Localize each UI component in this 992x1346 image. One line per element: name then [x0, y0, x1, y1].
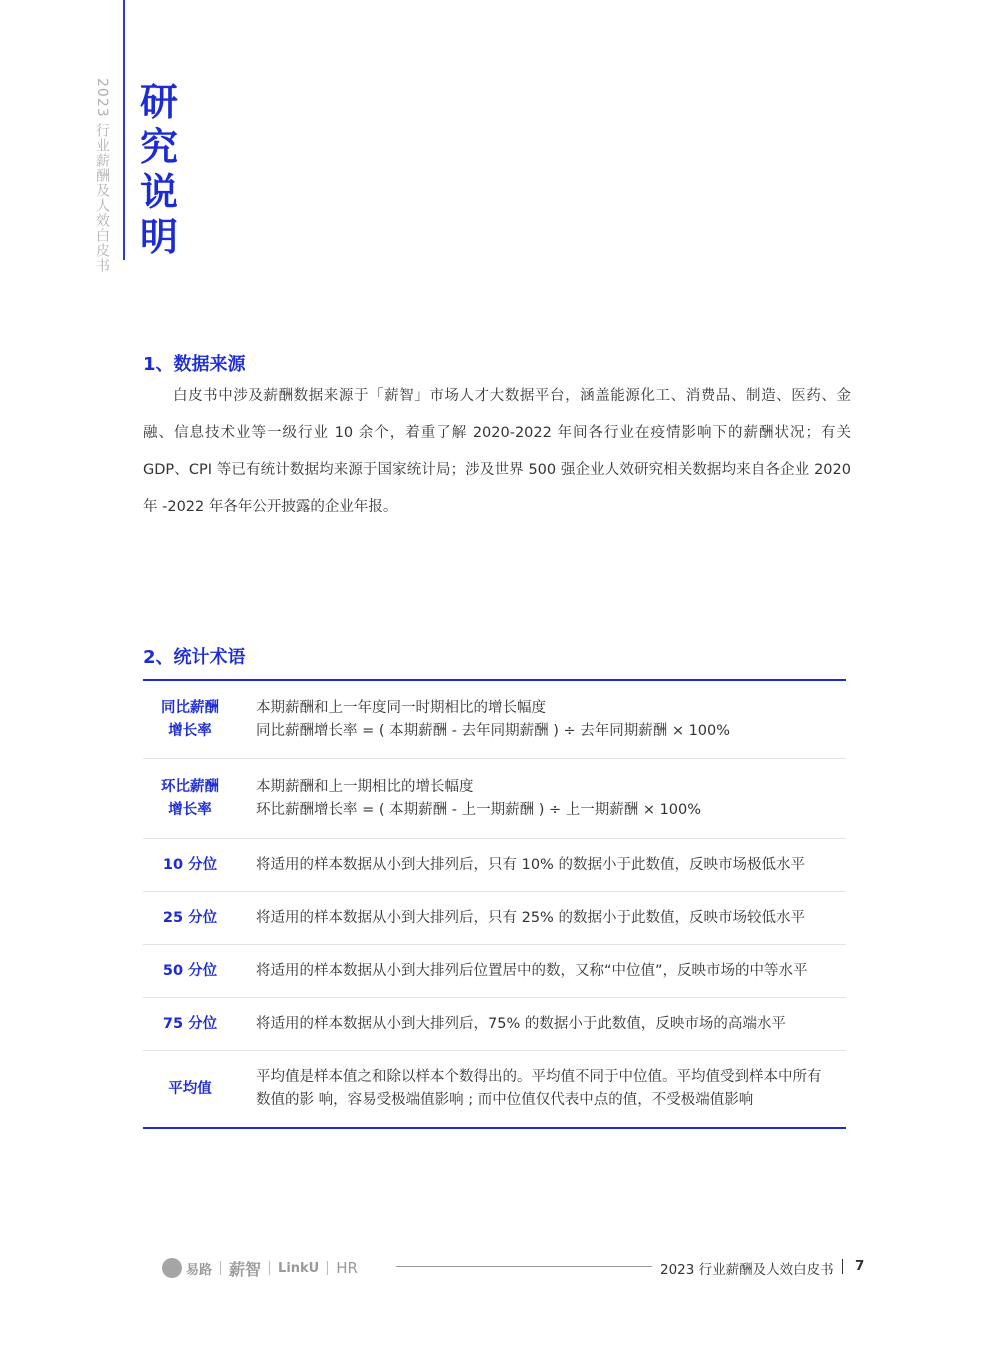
- term-cell: [143, 1013, 237, 1036]
- definition-cell: [237, 776, 846, 822]
- definition-text: 将适用的样本数据从小到大排列后位置居中的数，又称“中位值”，反映市场的中等水平: [256, 962, 808, 979]
- table-row: [143, 945, 846, 998]
- term-text: 环比薪酬: [161, 778, 219, 795]
- definition-text: 将适用的样本数据从小到大排列后，只有 10% 的数据小于此数值，反映市场极低水平: [256, 856, 805, 873]
- term-cell: [143, 854, 237, 877]
- logo-text: 易路: [186, 1262, 213, 1278]
- term-text: 50 分位: [162, 962, 218, 979]
- linku-logo: [278, 1261, 319, 1276]
- definition-cell: [237, 1066, 846, 1112]
- section1-body: 白皮书中涉及薪酬数据来源于「薪智」市场人才大数据平台，涵盖能源化工、消费品、制造、医药、金融、信息技术业等一级行业 10 余个，着重了解 2020-2022 年间各行业在疫情影响下的薪酬状况；有关 GDP、CPI 等已有统计数据均来源于国家统计局；涉及世界 500 强企业人效研究相关数据均来自各企业 2020 年 -2022 年各年公开披露的企业年报。: [143, 388, 851, 515]
- side-report-label: 2023 行业薪酬及人效白皮书: [94, 78, 110, 274]
- hr-logo: [336, 1259, 358, 1277]
- footer-title: 2023 行业薪酬及人效白皮书: [660, 1262, 834, 1278]
- footer-logos: [162, 1256, 358, 1280]
- table-row: [143, 1051, 846, 1127]
- accent-vertical-line: [123, 0, 125, 260]
- definition-cell: [237, 960, 846, 983]
- definition-text: 同比薪酬增长率 = ( 本期薪酬 - 去年同期薪酬 ) ÷ 去年同期薪酬 × 100%: [256, 722, 731, 739]
- term-cell: [143, 776, 237, 822]
- logo-text: HR: [336, 1259, 358, 1277]
- table-row: [143, 892, 846, 945]
- page-number: 7: [855, 1258, 865, 1274]
- xinzhi-logo: [229, 1257, 261, 1280]
- eroad-logo: [162, 1258, 212, 1278]
- logo-separator: [327, 1261, 328, 1275]
- logo-separator: [220, 1261, 221, 1275]
- definition-text: 本期薪酬和上一年度同一时期相比的增长幅度: [256, 699, 546, 716]
- terms-table: [143, 679, 846, 1129]
- definition-text: 将适用的样本数据从小到大排列后，只有 25% 的数据小于此数值，反映市场较低水平: [256, 909, 805, 926]
- term-text: 75 分位: [162, 1015, 218, 1032]
- definition-cell: [237, 1013, 846, 1036]
- table-row: [143, 681, 846, 759]
- term-cell: [143, 960, 237, 983]
- term-cell: [143, 697, 237, 743]
- definition-text: 将适用的样本数据从小到大排列后，75% 的数据小于此数值，反映市场的高端水平: [256, 1015, 786, 1032]
- term-text: 平均值: [168, 1080, 212, 1097]
- table-bottom-rule: [143, 1127, 846, 1129]
- footer-rule: [396, 1266, 652, 1267]
- table-row: [143, 839, 846, 892]
- definition-cell: [237, 907, 846, 930]
- logo-text: 薪智: [229, 1259, 262, 1279]
- definition-text: 本期薪酬和上一期相比的增长幅度: [256, 778, 474, 795]
- section1-heading: 1、数据来源: [143, 354, 246, 375]
- definition-cell: [237, 697, 846, 743]
- term-text: 25 分位: [162, 909, 218, 926]
- table-row: [143, 998, 846, 1051]
- term-text: 同比薪酬: [161, 699, 219, 716]
- definition-cell: [237, 854, 846, 877]
- eroad-logo-icon: [162, 1258, 182, 1278]
- term-cell: [143, 1078, 237, 1101]
- logo-separator: [269, 1261, 270, 1275]
- footer-divider: [842, 1259, 843, 1274]
- page-title: 研究说明: [140, 80, 179, 259]
- term-text: 增长率: [168, 801, 212, 818]
- definition-text: 平均值是样本值之和除以样本个数得出的。平均值不同于中位值。平均值受到样本中所有: [256, 1069, 822, 1085]
- definition-text: 环比薪酬增长率 = ( 本期薪酬 - 上一期薪酬 ) ÷ 上一期薪酬 × 100%: [256, 801, 702, 818]
- logo-text: LinkU: [278, 1260, 320, 1276]
- term-cell: [143, 907, 237, 930]
- term-text: 增长率: [168, 722, 212, 739]
- definition-text: 数值的影 响，容易受极端值影响 ; 而中位值仅代表中点的值，不受极端值影响: [256, 1092, 754, 1108]
- term-text: 10 分位: [162, 856, 218, 873]
- table-row: [143, 759, 846, 839]
- section2-heading: 2、统计术语: [143, 647, 246, 668]
